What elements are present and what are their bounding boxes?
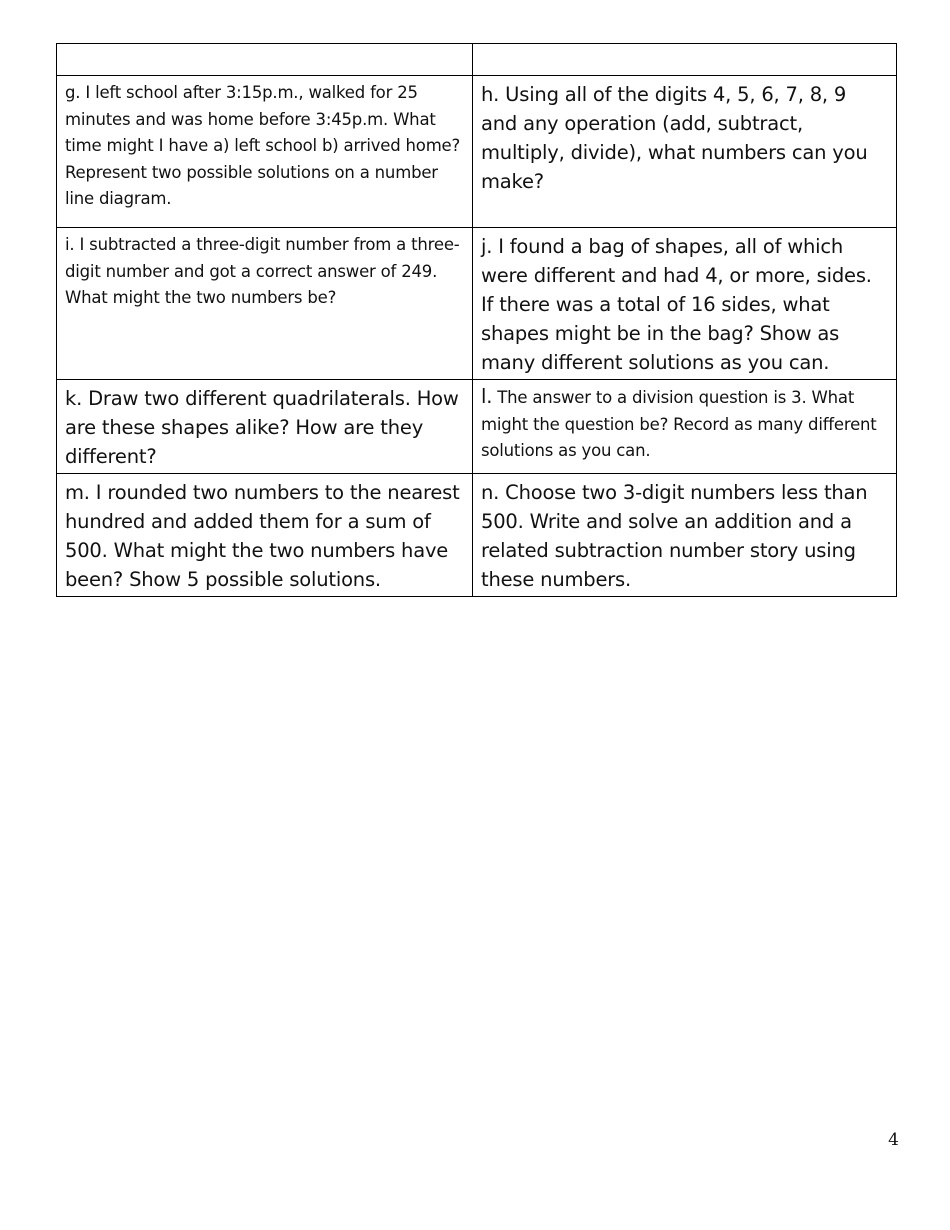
table-row [57, 474, 897, 597]
task-l-label: l. [481, 385, 493, 408]
task-g-cell: g. I left school after 3:15p.m., walked for 25 minutes and was home before 3:45p.m. What time might I have a) left school b) arrived home? Represent two possible solutions on a number line diagram. [57, 76, 473, 228]
task-j-cell: j. I found a bag of shapes, all of which were different and had 4, or more, sides. If there was a total of 16 sides, what shapes might be in the bag? Show as many different solutions as you can. [473, 228, 897, 380]
task-i-cell: i. I subtracted a three-digit number from a three-digit number and got a correct answer of 249. What might the two numbers be? [57, 228, 473, 380]
task-m-cell: m. I rounded two numbers to the nearest hundred and added them for a sum of 500. What might the two numbers have been? Show 5 possible solutions. [57, 474, 473, 597]
empty-header-cell-left [57, 44, 473, 76]
task-table [56, 43, 897, 597]
task-k-cell: k. Draw two different quadrilaterals. How are these shapes alike? How are they different? [57, 380, 473, 474]
task-h-cell: h. Using all of the digits 4, 5, 6, 7, 8, 9 and any operation (add, subtract, multiply, divide), what numbers can you make? [473, 76, 897, 228]
table-row [57, 228, 897, 380]
table-row-empty-header [57, 44, 897, 76]
task-l-text: The answer to a division question is 3. What might the question be? Record as many different solutions as you can. [481, 388, 877, 460]
page-number: 4 [888, 1130, 899, 1150]
empty-header-cell-right [473, 44, 897, 76]
table-row [57, 380, 897, 474]
task-l-cell [473, 380, 897, 474]
task-n-cell: n. Choose two 3-digit numbers less than 500. Write and solve an addition and a related subtraction number story using these numbers. [473, 474, 897, 597]
table-row [57, 76, 897, 228]
